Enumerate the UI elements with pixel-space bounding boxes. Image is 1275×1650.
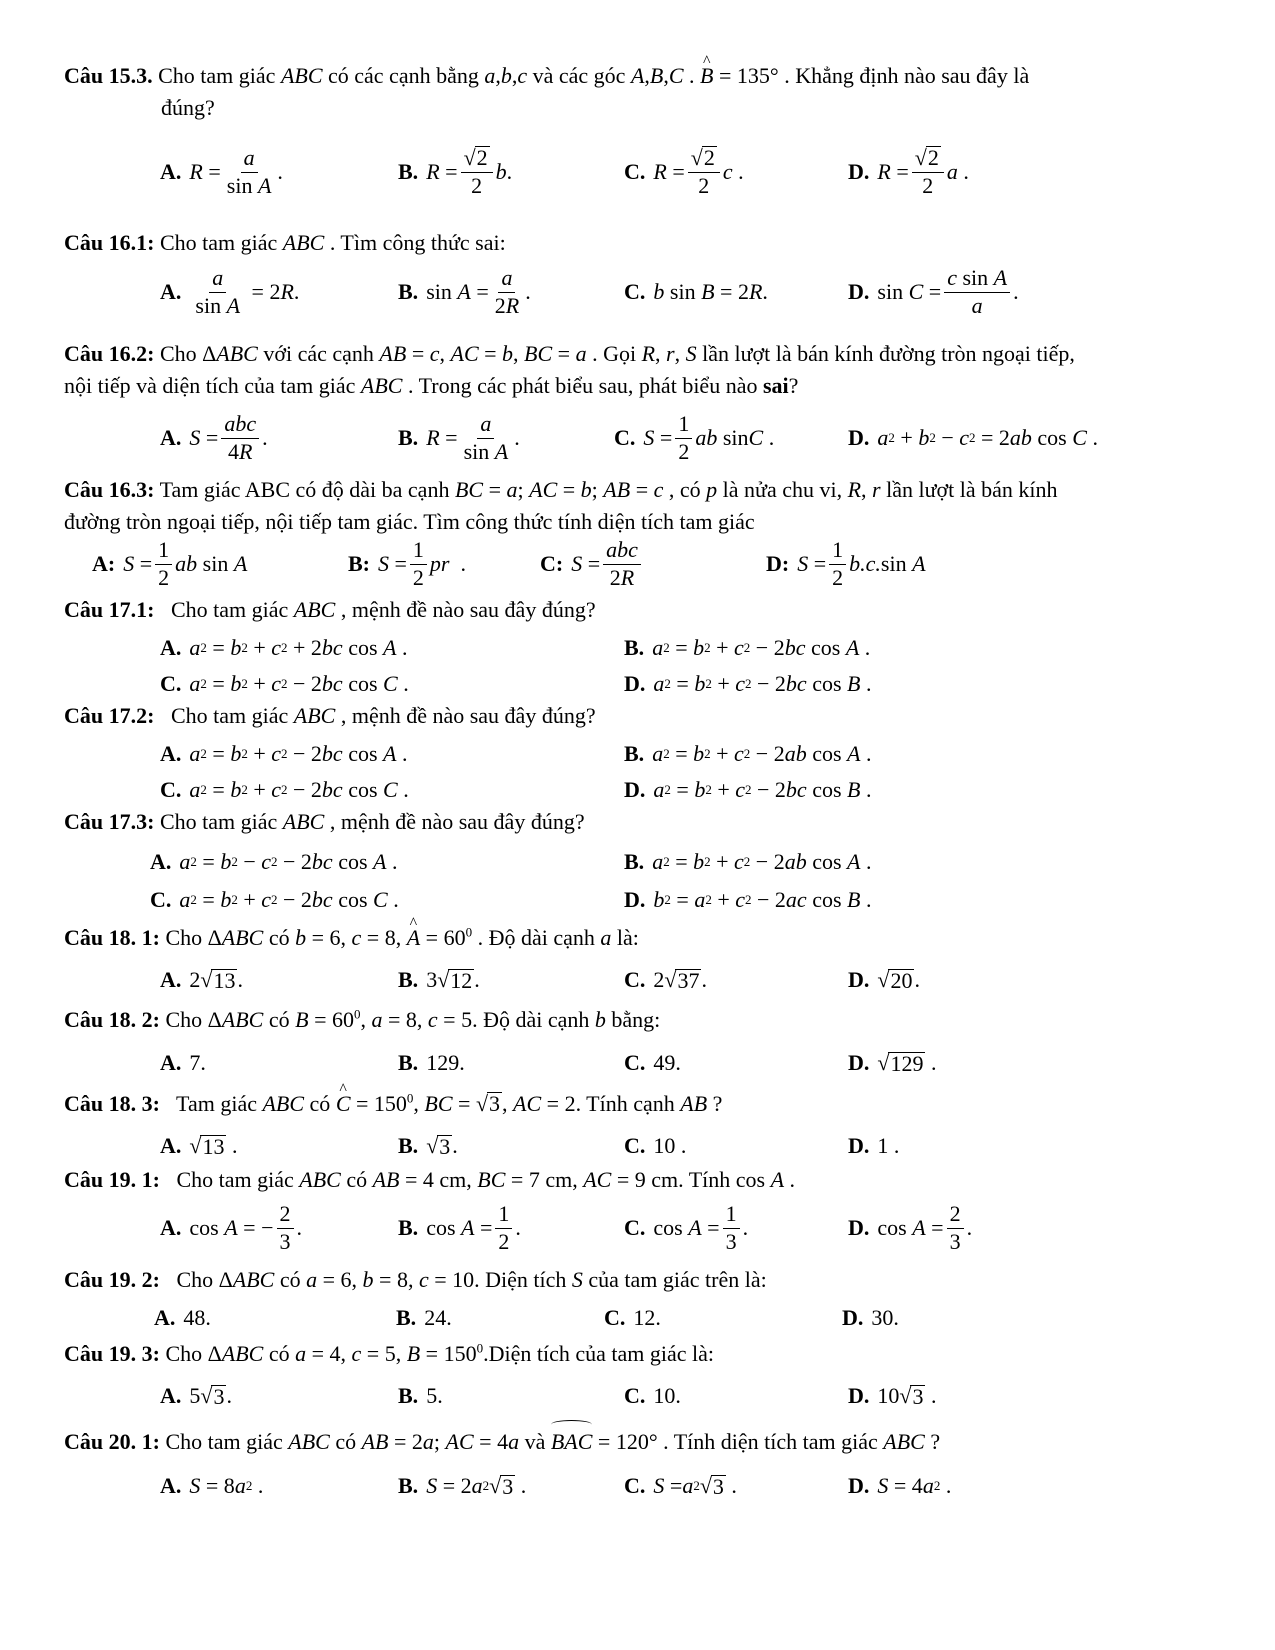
question-label: Câu 19. 2: <box>64 1267 160 1292</box>
option-a[interactable]: A. √ 13 . <box>160 1133 238 1159</box>
option-a[interactable]: A. cos A = − $\frac{2}{3}$ . <box>160 1201 302 1254</box>
option-a[interactable]: A. 7. <box>160 1050 206 1075</box>
option-d[interactable]: D. √ 129 . <box>848 1050 937 1076</box>
question-text: Cho tam giác ABC , mệnh đề nào sau đây đúng? <box>159 597 596 622</box>
option-a[interactable]: A. 5√ 3 . <box>160 1383 232 1409</box>
question-label: Câu 15.3. <box>64 63 153 88</box>
question-label: Câu 16.3: <box>64 477 155 502</box>
question-continuation: nội tiếp và diện tích của tam giác ABC . Trong các phát biểu sau, phát biểu nào sai? <box>64 373 799 398</box>
option-c[interactable]: C. a 2 = b 2 + c 2 − 2 bc cos C . <box>160 777 409 802</box>
question-15-3 <box>64 60 1205 124</box>
question-16-3 <box>64 474 1205 538</box>
question-text: Tam giác ABC có độ dài ba cạnh BC = a; AC = b; AB = c , có p là nửa chu vi, R, r lần lượt là bán kính <box>159 477 1058 502</box>
question-20-1 <box>64 1426 1205 1458</box>
option-a[interactable]: A. 2√ 13 . <box>160 967 243 993</box>
question-text: Cho tam giác ABC , mệnh đề nào sau đây đúng? <box>159 703 596 728</box>
option-b[interactable]: B. √ 3 . <box>398 1133 458 1159</box>
options-16-3 <box>0 537 1275 590</box>
question-text: Cho tam giác ABC có AB = 4 cm, BC = 7 cm, AC = 9 cm. Tính cos A . <box>165 1167 796 1192</box>
question-19-1 <box>64 1164 1205 1196</box>
option-d[interactable]: D. S = 4 a 2 . <box>848 1473 952 1498</box>
option-b[interactable]: B. R = $\frac{a}{\text{sin A}}$ . <box>398 411 520 464</box>
option-d[interactable]: D. cos A = $\frac{2}{3}$ . <box>848 1201 973 1254</box>
options-17-3-row2 <box>0 876 1275 924</box>
options-20-1 <box>0 1462 1275 1510</box>
option-c[interactable]: C. 12. <box>604 1305 661 1330</box>
option-a[interactable]: A. a 2 = b 2 − c 2 − 2 bc cos A . <box>150 849 398 874</box>
options-19-1 <box>0 1201 1275 1254</box>
option-d[interactable]: D: S = $\frac{1}{2}$ b.c. sin A <box>766 537 926 590</box>
option-b[interactable]: B. a 2 = b 2 + c 2 − 2 ab cos A . <box>624 741 872 766</box>
question-label: Câu 17.1: <box>64 597 155 622</box>
question-19-2 <box>64 1264 1205 1296</box>
options-18-2 <box>0 1039 1275 1087</box>
question-text: Cho ΔABC với các cạnh AB = c, AC = b, BC = a . Gọi R, r, S lần lượt là bán kính đường tròn ngoại tiếp, <box>159 341 1075 366</box>
option-a[interactable]: A. a 2 = b 2 + c 2 + 2 bc cos A . <box>160 635 408 660</box>
question-17-2 <box>64 700 1205 732</box>
option-d[interactable]: D. 1 . <box>848 1133 900 1158</box>
option-b[interactable]: B. 129. <box>398 1050 465 1075</box>
question-text: Cho tam giác ABC có AB = 2a; AC = 4a và BAC = 120° . Tính diện tích tam giác ABC ? <box>165 1429 940 1454</box>
options-19-2 <box>0 1294 1275 1342</box>
question-label: Câu 19. 3: <box>64 1341 160 1366</box>
question-16-1 <box>64 227 1205 259</box>
option-d[interactable]: D. a 2 = b 2 + c 2 − 2 bc cos B . <box>624 777 872 802</box>
question-17-1 <box>64 594 1205 626</box>
question-18-3 <box>64 1088 1205 1120</box>
question-label: Câu 18. 1: <box>64 925 160 950</box>
options-19-3 <box>0 1372 1275 1420</box>
question-label: Câu 16.1: <box>64 230 155 255</box>
question-label: Câu 18. 3: <box>64 1091 160 1116</box>
option-a[interactable]: A. R = $\frac{a}{\text{sin A}}$ . <box>160 145 283 198</box>
option-b[interactable]: B. R = $\frac{√2}{2}$ b . <box>398 145 513 198</box>
option-d[interactable]: D. sin C = $\frac{\text{c sin A}}{a}$ . <box>848 265 1019 318</box>
option-a[interactable]: A: S = $\frac{1}{2}$ ab sin A <box>92 537 248 590</box>
option-c[interactable]: C. R = $\frac{√2}{2}$ c . <box>624 145 744 198</box>
option-c[interactable]: C. 10 . <box>624 1133 687 1158</box>
question-text: Cho ΔABC có a = 4, c = 5, $B = 150^0.Diện$ tích của tam giác là: <box>165 1340 714 1366</box>
option-c[interactable]: C: S = $\frac{\text{abc}}{2R}$ <box>540 540 644 588</box>
option-d[interactable]: D. R = $\frac{√2}{2}$ a . <box>848 145 969 198</box>
option-c[interactable]: C. 49. <box>624 1050 681 1075</box>
option-c[interactable]: C. a 2 = b 2 + c 2 − 2 bc cos C . <box>160 671 409 696</box>
option-b[interactable]: B. 5. <box>398 1383 443 1408</box>
option-b[interactable]: B. 3√ 12 . <box>398 967 480 993</box>
options-18-1 <box>0 956 1275 1004</box>
question-label: Câu 17.2: <box>64 703 155 728</box>
question-text: Cho ΔABC có a = 6, b = 8, c = 10. Diện tích S của tam giác trên là: <box>165 1267 767 1292</box>
option-c[interactable]: C. 2√ 37 . <box>624 967 707 993</box>
options-16-1 <box>0 265 1275 318</box>
option-c[interactable]: C. b sin B = 2 R . <box>624 279 768 304</box>
option-a[interactable]: A. S = 8 a 2 . <box>160 1473 264 1498</box>
option-a[interactable]: A. $\frac{a}{\text{sin A}}$ = 2 R . <box>160 265 300 318</box>
option-b[interactable]: B: S = $\frac{1}{2}$ pr . <box>348 537 466 590</box>
question-text: Cho tam giác ABC có các cạnh bằng a,b,c và các góc A,B,C . ^ B = 135° . Khẳng định nào sau đây là <box>158 63 1029 88</box>
option-b[interactable]: B. cos A = $\frac{1}{2}$ . <box>398 1201 521 1254</box>
options-18-3 <box>0 1122 1275 1170</box>
option-a[interactable]: A. S = $\frac{\text{abc}}{4R}$ . <box>160 411 268 464</box>
question-text: Cho ΔABC có $B = 60^0$, a = 8, c = 5. Độ dài cạnh b bằng: <box>165 1006 661 1032</box>
question-label: Câu 18. 2: <box>64 1007 160 1032</box>
option-d[interactable]: D. b 2 = a 2 + c 2 − 2 ac cos B . <box>624 887 872 912</box>
option-c[interactable]: C. cos A = $\frac{1}{3}$ . <box>624 1201 749 1254</box>
option-d[interactable]: D. 30. <box>842 1305 899 1330</box>
question-label: Câu 20. 1: <box>64 1429 160 1454</box>
question-text: Cho tam giác ABC . Tìm công thức sai: <box>159 230 506 255</box>
option-c[interactable]: C. 10. <box>624 1383 681 1408</box>
question-text: Tam giác ABC có ^ $C = 150^0$, BC = √3, AC = 2. Tính cạnh AB ? <box>165 1091 722 1116</box>
question-continuation: đúng? <box>161 95 215 120</box>
question-19-3 <box>64 1338 1205 1370</box>
question-18-2 <box>64 1004 1205 1036</box>
option-c[interactable]: C. a 2 = b 2 + c 2 − 2 bc cos C . <box>150 887 399 912</box>
question-continuation: đường tròn ngoại tiếp, nội tiếp tam giác. Tìm công thức tính diện tích tam giác <box>64 509 755 534</box>
option-a[interactable]: A. a 2 = b 2 + c 2 − 2 bc cos A . <box>160 741 408 766</box>
question-text: Cho tam giác ABC , mệnh đề nào sau đây đúng? <box>159 809 585 834</box>
question-label: Câu 16.2: <box>64 341 155 366</box>
options-15-3 <box>0 145 1275 198</box>
option-c[interactable]: C. S = $\frac{1}{2}$ ab sin C . <box>614 411 775 464</box>
question-16-2 <box>64 338 1205 402</box>
option-b[interactable]: B. S = 2 a 2 √ 3 . <box>398 1473 527 1499</box>
option-b[interactable]: B. a 2 = b 2 + c 2 − 2 bc cos A . <box>624 635 871 660</box>
option-c[interactable]: C. S = a 2 √ 3 . <box>624 1473 737 1499</box>
question-18-1 <box>64 922 1205 954</box>
question-label: Câu 17.3: <box>64 809 155 834</box>
option-d[interactable]: D. 10√ 3 . <box>848 1383 937 1409</box>
question-text: Cho ΔABC có b = 6, c = 8, ^ $A = 60^0$ . Độ dài cạnh a là: <box>165 925 638 950</box>
option-b[interactable]: B. a 2 = b 2 + c 2 − 2 ab cos A . <box>624 849 872 874</box>
option-d[interactable]: D. √ 20 . <box>848 967 920 993</box>
option-b[interactable]: B. sin A = $\frac{a}{2R}$ . <box>398 265 531 318</box>
option-d[interactable]: D. a 2 = b 2 + c 2 − 2 bc cos B . <box>624 671 872 696</box>
option-b[interactable]: B. 24. <box>396 1305 452 1330</box>
option-a[interactable]: A. 48. <box>154 1305 211 1330</box>
options-16-2 <box>0 411 1275 464</box>
question-label: Câu 19. 1: <box>64 1167 160 1192</box>
option-d[interactable]: D. a 2 + b 2 − c 2 = 2 ab cos C . <box>848 425 1098 450</box>
question-17-3 <box>64 806 1205 838</box>
